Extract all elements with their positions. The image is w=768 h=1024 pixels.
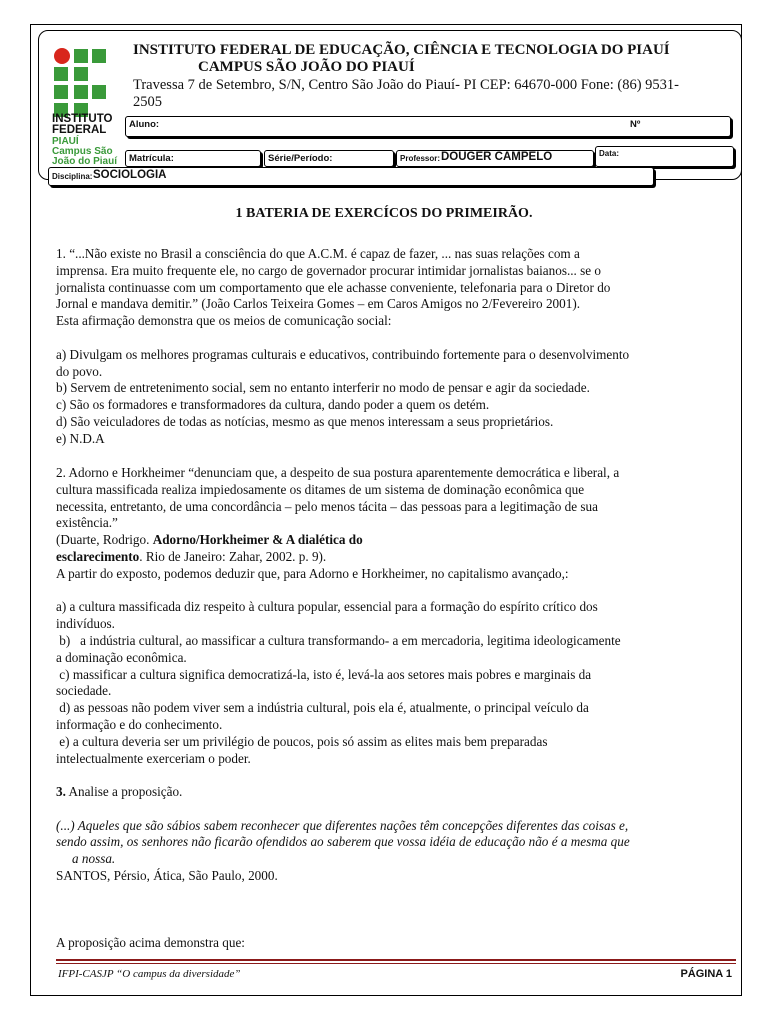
q2-reference-cont: esclarecimento. Rio de Janeiro: Zahar, 2002. p. 9).	[56, 548, 327, 564]
q2-line: 2. Adorno e Horkheimer “denunciam que, a despeito de sua postura aparentemente democrática e liberal, a	[56, 465, 620, 480]
page-title: 1 BATERIA DE EXERCÍCOS DO PRIMEIRÃO.	[235, 206, 533, 221]
data-label: Data:	[599, 149, 620, 158]
q1-option-a: a) Divulgam os melhores programas culturais e educativos, contribuindo fortemente para o desenvolvimento	[56, 346, 630, 362]
q2-option-d-cont: informação e do conhecimento.	[56, 716, 223, 732]
serie-periodo-label: Série/Período:	[268, 153, 333, 164]
question-1	[56, 246, 736, 448]
logo-red-dot-icon	[54, 48, 70, 64]
footer-motto: IFPI-CASJP “O campus da diversidade”	[58, 968, 241, 980]
q3-prompt: A proposição acima demonstra que:	[56, 935, 245, 950]
q1-option-c: c) São os formadores e transformadores da cultura, dando poder a quem os detém.	[56, 397, 490, 413]
q2-option-b: b) a indústria cultural, ao massificar a cultura transformando- a em mercadoria, legitima ideologicamente	[56, 632, 621, 648]
aluno-label: Aluno:	[129, 119, 160, 130]
q3-source: SANTOS, Pérsio, Ática, São Paulo, 2000.	[56, 867, 278, 883]
q1-line: Jornal e mandava demitir.” (João Carlos Teixeira Gomes – em Caros Amigos no 2/Fevereiro 2001).	[56, 296, 581, 312]
footer-rule-thin	[56, 963, 736, 964]
q2-stem: A partir do exposto, podemos deduzir que, para Adorno e Horkheimer, no capitalismo avançado,:	[56, 565, 569, 581]
q2-option-d: d) as pessoas não podem viver sem a indústria cultural, pois ela é, atualmente, o principal veículo da	[56, 700, 589, 716]
logo-text-instituto: INSTITUTO	[52, 113, 113, 125]
q1-option-d: d) São veiculadores de todas as notícias, mesmo as que menos interessam a seus proprietários.	[56, 413, 554, 429]
q1-line: 1. “...Não existe no Brasil a consciência do que A.C.M. é capaz de fazer, ... nas suas relações com a	[56, 246, 580, 261]
matricula-field[interactable]	[125, 150, 261, 167]
institution-title: INSTITUTO FEDERAL DE EDUCAÇÃO, CIÊNCIA E TECNOLOGIA DO PIAUÍ	[133, 42, 670, 58]
q1-stem: Esta afirmação demonstra que os meios de comunicação social:	[56, 313, 392, 329]
campus-title: CAMPUS SÃO JOÃO DO PIAUÍ	[198, 59, 415, 75]
aluno-field[interactable]	[125, 116, 731, 137]
numero-label: Nº	[630, 119, 641, 130]
q2-option-c-cont: sociedade.	[56, 683, 112, 699]
q2-option-c: c) massificar a cultura significa democratizá-la, isto é, levá-la aos setores mais pobres e marginais da	[56, 666, 592, 682]
address	[133, 77, 729, 111]
address-line-1: Travessa 7 de Setembro, S/N, Centro São João do Piauí- PI CEP: 64670-000 Fone: (86) 9531-	[133, 77, 680, 93]
data-field[interactable]	[595, 146, 734, 167]
page-number: PÁGINA 1	[680, 968, 732, 980]
q1-line: jornalista continuasse com um comportamento que ele achasse conveniente, telefonaria para o Diretor do	[56, 279, 611, 295]
q3-quote: (...) Aqueles que são sábios sabem reconhecer que diferentes nações têm concepções diferentes das coisas e, sendo assim, os senhores não ficarão ofendidos ao saberem que vossa idéia de educação não é a mesma que a nossa.	[56, 817, 630, 867]
q1-option-a-cont: do povo.	[56, 363, 103, 379]
address-line-2: 2505	[133, 94, 162, 110]
disciplina-field[interactable]	[48, 167, 654, 186]
q2-option-e-cont: intelectualmente exerceriam o poder.	[56, 750, 251, 766]
q1-line: imprensa. Era muito frequente ele, no cargo de governador procurar intimidar jornalistas baianos... se o	[56, 262, 602, 278]
disciplina-value: SOCIOLOGIA	[93, 169, 167, 181]
q2-option-b-cont: a dominação econômica.	[56, 649, 187, 665]
footer-rule	[56, 959, 736, 961]
q1-option-b: b) Servem de entretenimento social, sem no entanto interferir no modo de pensar e agir da sociedade.	[56, 380, 590, 396]
q3-number: 3.	[56, 784, 66, 799]
matricula-label: Matrícula:	[129, 153, 174, 164]
q1-option-e: e) N.D.A	[56, 430, 105, 446]
q2-option-a: a) a cultura massificada diz respeito à cultura popular, essencial para a formação do espírito crítico dos	[56, 599, 598, 615]
q2-reference: (Duarte, Rodrigo. Adorno/Horkheimer & A dialética do	[56, 532, 363, 548]
ifpi-logo	[52, 44, 124, 168]
professor-label: Professor:	[400, 154, 441, 163]
question-3	[56, 784, 736, 885]
logo-text-city: João do Piauí	[52, 156, 118, 167]
logo-text-federal: FEDERAL	[52, 124, 107, 136]
logo-text-campus: Campus São	[52, 146, 113, 157]
q2-line: cultura massificada realiza impiedosamente os ditames de um sistema de dominação econômica que	[56, 481, 585, 497]
question-2	[56, 465, 736, 767]
q2-reference-title: Adorno/Horkheimer & A dialética do	[152, 532, 363, 548]
q2-option-a-cont: indivíduos.	[56, 616, 115, 632]
serie-periodo-field[interactable]	[264, 150, 394, 167]
professor-field[interactable]	[396, 150, 594, 167]
q2-line: existência.”	[56, 515, 118, 531]
q2-line: necessita, entretanto, de uma concordância – pelo menos tácita – das pessoas para a legitimação de sua	[56, 498, 598, 514]
disciplina-label: Disciplina:	[52, 172, 93, 181]
q2-option-e: e) a cultura deveria ser um privilégio de poucos, pois só assim as elites mais bem preparadas	[56, 733, 548, 749]
logo-text-piaui: PIAUÍ	[52, 136, 79, 147]
q3-stem: 3. Analise a proposição.	[56, 784, 183, 799]
professor-value: DOUGER CAMPELO	[441, 151, 553, 163]
